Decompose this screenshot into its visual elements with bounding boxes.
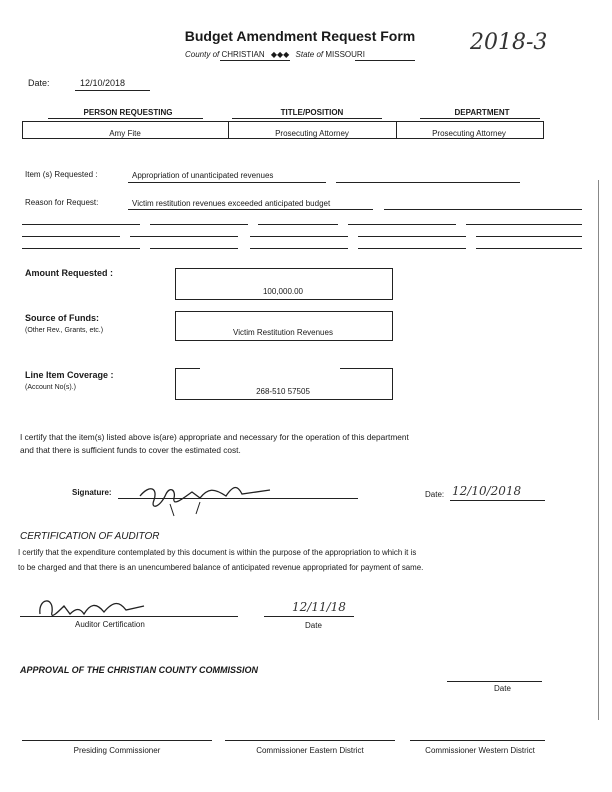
auditor-text-2: to be charged and that there is an unencumbered balance of anticipated revenue appropriated for payment of same.	[18, 563, 424, 572]
line-item-value[interactable]: 268-510 57505	[256, 387, 310, 396]
department-value[interactable]: Prosecuting Attorney	[432, 129, 506, 138]
certify-date-value: 12/10/2018	[452, 484, 522, 498]
header-person-requesting: PERSON REQUESTING	[83, 108, 173, 117]
auditor-date-value: 12/11/18	[292, 600, 346, 614]
person-requesting-value[interactable]: Amy Fite	[109, 129, 141, 138]
auditor-heading: CERTIFICATION OF AUDITOR	[20, 531, 160, 542]
handwritten-form-number: 2018-3	[470, 30, 548, 55]
auditor-signature	[34, 592, 164, 622]
header-department: DEPARTMENT	[454, 108, 510, 117]
date-label: Date:	[28, 78, 50, 88]
amount-label: Amount Requested :	[25, 268, 114, 278]
date-value: 12/10/2018	[80, 78, 126, 88]
certify-text-2: and that there is sufficient funds to cover the estimated cost.	[20, 445, 241, 455]
items-requested-label: Item (s) Requested :	[25, 170, 98, 179]
form-title: Budget Amendment Request Form	[184, 28, 416, 44]
certify-date-label: Date:	[425, 490, 445, 499]
requester-signature	[130, 474, 290, 518]
ornament-icon: ◆◆◆	[270, 50, 290, 59]
scan-edge-line	[598, 180, 599, 720]
state-label: State of	[295, 50, 324, 59]
source-label: Source of Funds:	[25, 313, 99, 323]
reason-label: Reason for Request:	[25, 198, 99, 207]
line-item-sublabel: (Account No(s).)	[25, 384, 76, 391]
title-position-value[interactable]: Prosecuting Attorney	[275, 129, 349, 138]
auditor-caption: Auditor Certification	[75, 620, 145, 629]
items-requested-value[interactable]: Appropriation of unanticipated revenues	[132, 171, 274, 180]
amount-value[interactable]: 100,000.00	[262, 287, 304, 296]
auditor-date-caption: Date	[305, 621, 322, 630]
commission-date-caption: Date	[494, 684, 511, 693]
county-value: CHRISTIAN	[221, 50, 265, 59]
county-label: County of	[185, 50, 220, 59]
line-item-label: Line Item Coverage :	[25, 370, 114, 380]
county-state-line	[185, 50, 425, 59]
source-value[interactable]: Victim Restitution Revenues	[233, 328, 333, 337]
signer-western: Commissioner Western District	[425, 746, 535, 755]
state-value: MISSOURI	[325, 50, 365, 59]
commission-heading: APPROVAL OF THE CHRISTIAN COUNTY COMMISSION	[20, 665, 259, 675]
signer-eastern: Commissioner Eastern District	[256, 746, 364, 755]
signer-presiding: Presiding Commissioner	[73, 746, 161, 755]
reason-value[interactable]: Victim restitution revenues exceeded anticipated budget	[132, 199, 331, 208]
signature-label: Signature:	[72, 488, 112, 497]
source-sublabel: (Other Rev., Grants, etc.)	[25, 327, 104, 334]
auditor-text-1: I certify that the expenditure contemplated by this document is within the purpose of the appropriation to which it is	[18, 548, 417, 557]
certify-text-1: I certify that the item(s) listed above is(are) appropriate and necessary for the operation of this department	[20, 432, 409, 442]
header-title-position: TITLE/POSITION	[280, 108, 344, 117]
